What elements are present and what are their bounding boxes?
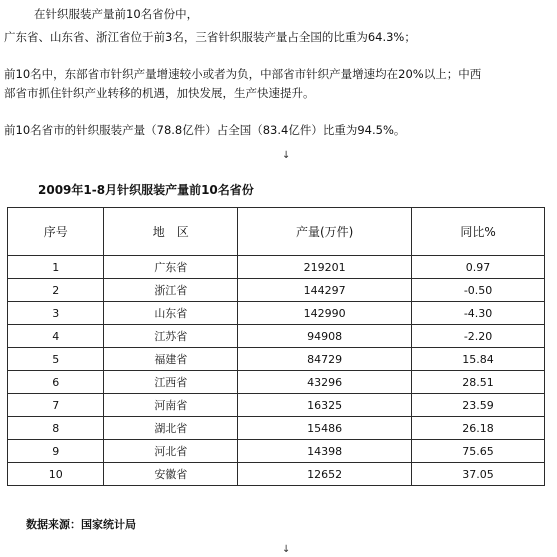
cell-region: 湖北省 [104,417,238,440]
cell-yoy: 15.84 [412,348,545,371]
cell-region: 安徽省 [104,463,238,486]
intro-line: 在针织服装产量前10名省份中， [34,7,199,21]
growth-summary-line1: 前10名中，东部省市针织产量增速较小或者为负，中部省市针织产量增速均在20%以上；中西 [4,67,482,81]
header-rank: 序号 [8,208,104,256]
cell-yoy: -2.20 [412,325,545,348]
table-row [8,256,545,279]
cell-output: 15486 [238,417,412,440]
down-arrow-icon: ↓ [282,150,291,161]
cell-yoy: 0.97 [412,256,545,279]
table-row [8,302,545,325]
table-row [8,348,545,371]
top3-summary: 广东省、山东省、浙江省位于前3名，三省针织服装产量占全国的比重为64.3%； [4,30,416,44]
cell-output: 142990 [238,302,412,325]
cell-region: 河南省 [104,394,238,417]
cell-region: 福建省 [104,348,238,371]
cell-region: 江西省 [104,371,238,394]
table-caption: 2009年1-8月针织服装产量前10名省份 [38,183,254,197]
cell-output: 84729 [238,348,412,371]
table-row [8,394,545,417]
cell-output: 16325 [238,394,412,417]
header-yoy: 同比% [412,208,545,256]
cell-yoy: 23.59 [412,394,545,417]
data-source: 数据来源：国家统计局 [26,518,136,531]
cell-yoy: 26.18 [412,417,545,440]
cell-rank: 10 [8,463,104,486]
cell-rank: 9 [8,440,104,463]
header-region: 地 区 [104,208,238,256]
table-row [8,463,545,486]
table-row [8,417,545,440]
cell-region: 浙江省 [104,279,238,302]
cell-yoy: 75.65 [412,440,545,463]
cell-output: 144297 [238,279,412,302]
growth-summary-line2: 部省市抓住针织产业转移的机遇，加快发展，生产快速提升。 [4,86,315,100]
cell-rank: 8 [8,417,104,440]
cell-output: 14398 [238,440,412,463]
production-table [7,207,545,486]
table-row [8,279,545,302]
cell-yoy: 28.51 [412,371,545,394]
cell-output: 219201 [238,256,412,279]
table-row [8,440,545,463]
cell-rank: 5 [8,348,104,371]
header-output: 产量(万件) [238,208,412,256]
cell-rank: 2 [8,279,104,302]
cell-rank: 6 [8,371,104,394]
cell-rank: 1 [8,256,104,279]
table-header-row [8,208,545,256]
cell-region: 山东省 [104,302,238,325]
table-row [8,325,545,348]
cell-yoy: -4.30 [412,302,545,325]
cell-output: 43296 [238,371,412,394]
table-body [8,256,545,486]
cell-rank: 4 [8,325,104,348]
table-row [8,371,545,394]
cell-rank: 7 [8,394,104,417]
cell-rank: 3 [8,302,104,325]
cell-output: 12652 [238,463,412,486]
share-summary: 前10名省市的针织服装产量（78.8亿件）占全国（83.4亿件）比重为94.5%。 [4,123,406,137]
cell-yoy: 37.05 [412,463,545,486]
down-arrow-icon: ↓ [282,544,291,555]
cell-region: 广东省 [104,256,238,279]
cell-output: 94908 [238,325,412,348]
cell-yoy: -0.50 [412,279,545,302]
cell-region: 河北省 [104,440,238,463]
cell-region: 江苏省 [104,325,238,348]
